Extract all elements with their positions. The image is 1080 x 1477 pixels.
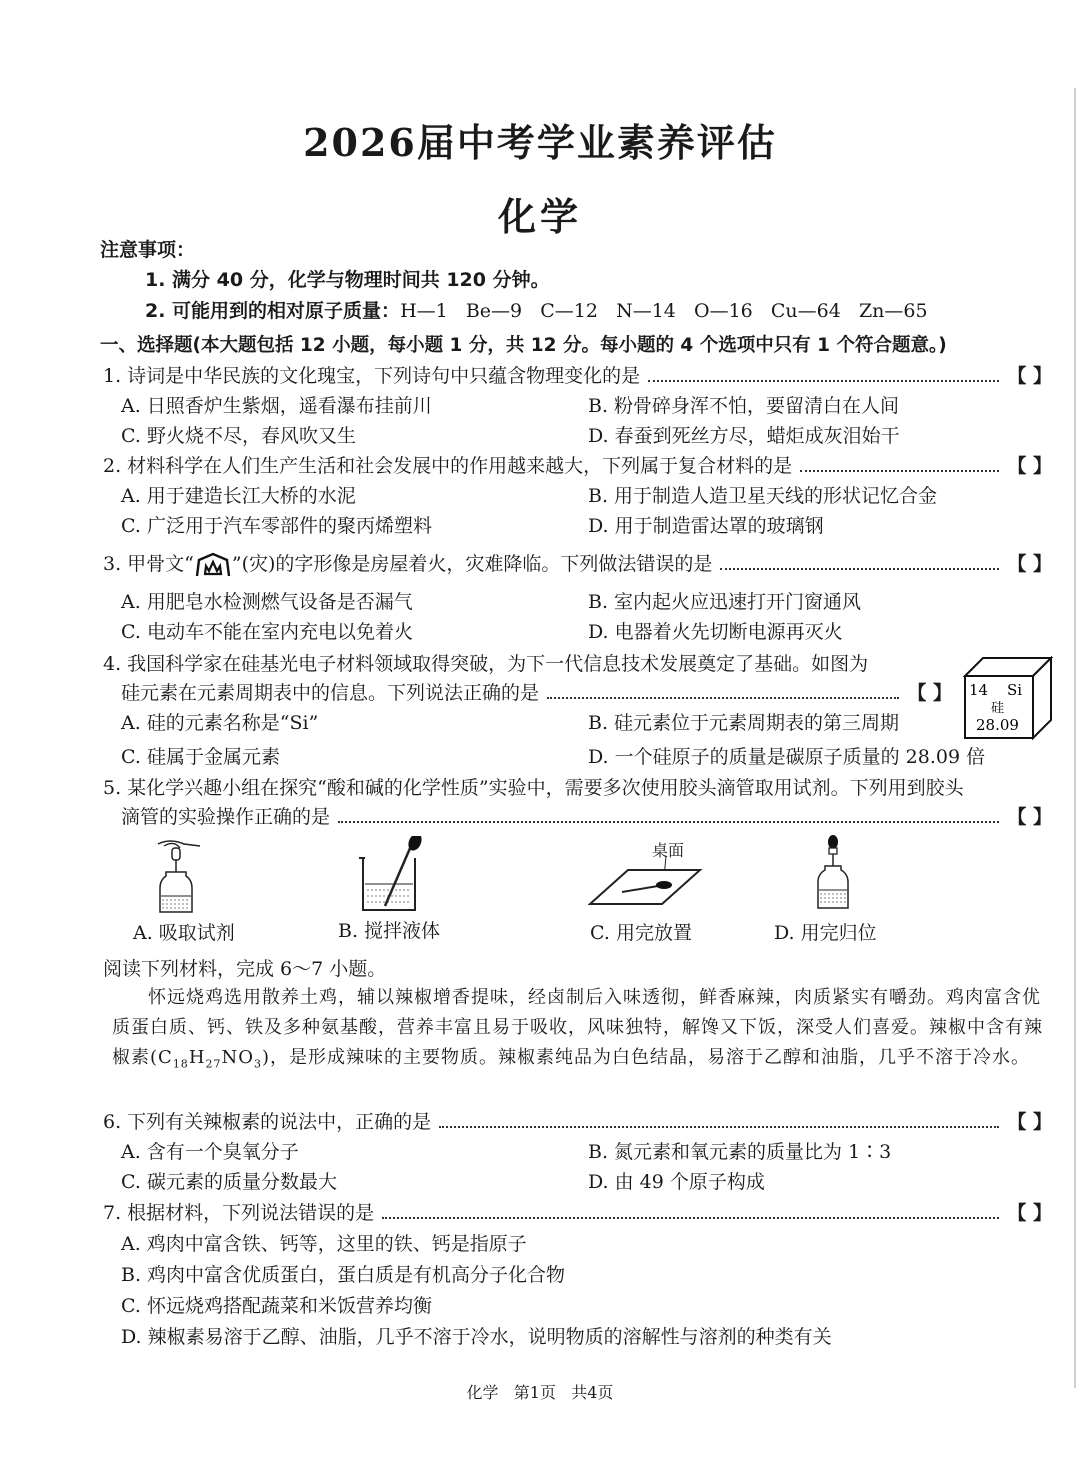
question-5-stem-line-2: [121, 805, 1052, 829]
notice-item-2: [145, 299, 928, 323]
q6-option-d: D. 由 49 个原子构成: [588, 1171, 765, 1193]
leader-dots: [338, 820, 999, 823]
question-1-stem: [103, 364, 1052, 388]
element-number: 14: [969, 681, 989, 699]
question-4-stem-line-2: [121, 681, 952, 705]
q2-option-c: C. 广泛用于汽车零部件的聚丙烯塑料: [121, 515, 432, 537]
leader-dots: [382, 1216, 999, 1219]
section-1-heading: 一、选择题(本大题包括 12 小题，每小题 1 分，共 12 分。每小题的 4 个选项中只有 1 个符合题意。): [100, 335, 947, 356]
q3-option-b: B. 室内起火应迅速打开门窗通风: [588, 591, 862, 613]
dropper-returned-figure: [808, 834, 858, 914]
q5-option-a: A. 吸取试剂: [133, 922, 235, 944]
atomic-masses: H—1 Be—9 C—12 N—14 O—16 Cu—64 Zn—65: [400, 300, 928, 322]
answer-bracket: 【 】: [1007, 553, 1052, 575]
question-3-text-post: ”(灾)的字形像是房屋着火，灾难降临。下列做法错误的是: [231, 553, 713, 575]
leader-dots: [720, 567, 999, 570]
q2-option-b: B. 用于制造人造卫星天线的形状记忆合金: [588, 485, 938, 507]
q1-option-c: C. 野火烧不尽，春风吹又生: [121, 425, 356, 447]
leader-dots: [800, 469, 999, 472]
dropper-drawing-reagent-figure: [150, 836, 220, 916]
page-footer: 化学 第1页 共4页: [466, 1383, 614, 1402]
dropper-on-desk-figure: [588, 856, 708, 916]
q3-option-a: A. 用肥皂水检测燃气设备是否漏气: [121, 591, 413, 613]
question-1-text: 1. 诗词是中华民族的文化瑰宝，下列诗句中只蕴含物理变化的是: [103, 365, 641, 387]
notice-heading: 注意事项：: [100, 239, 196, 261]
leader-dots: [648, 379, 999, 382]
question-3-text-pre: 3. 甲骨文“: [103, 553, 194, 575]
reading-passage-tail: )，是形成辣味的主要物质。辣椒素纯品为白色结晶，易溶于乙醇和油脂，几乎不溶于冷水。: [262, 1047, 1031, 1068]
question-2-stem: [103, 454, 1052, 478]
question-4-stem-line-1: 4. 我国科学家在硅基光电子材料领域取得突破，为下一代信息技术发展奠定了基础。如图为: [103, 653, 869, 675]
answer-bracket: 【 】: [1007, 1111, 1052, 1133]
q6-option-a: A. 含有一个臭氧分子: [121, 1141, 299, 1163]
q7-option-b: B. 鸡肉中富含优质蛋白，蛋白质是有机高分子化合物: [121, 1264, 566, 1286]
reading-passage: [112, 983, 1052, 1080]
q4-option-a: A. 硅的元素名称是“Si”: [121, 712, 319, 734]
q1-option-b: B. 粉骨碎身浑不怕，要留清白在人间: [588, 395, 900, 417]
question-7-stem: [103, 1201, 1052, 1225]
q3-option-c: C. 电动车不能在室内充电以免着火: [121, 621, 413, 643]
answer-bracket: 【 】: [1007, 365, 1052, 387]
reading-passage-text: 怀远烧鸡选用散养土鸡，辅以辣椒增香提味，经卤制后入味透彻，鲜香麻辣，肉质紧实有嚼劲。鸡肉富含优质蛋白质、钙、铁及多种氨基酸，营养丰富且易于吸收，风味独特，解馋又下饭，深受人们喜爱。辣椒中含有辣椒素(: [112, 987, 1043, 1068]
element-symbol: Si: [1007, 681, 1023, 699]
q4-option-c: C. 硅属于金属元素: [121, 746, 280, 768]
q4-option-d: D. 一个硅原子的质量是碳原子质量的 28.09 倍: [588, 746, 986, 768]
q5-option-d: D. 用完归位: [774, 922, 877, 944]
q2-option-d: D. 用于制造雷达罩的玻璃钢: [588, 515, 824, 537]
capsaicin-formula: $C_{18}H_{27}NO_3$: [158, 1047, 263, 1071]
reading-intro: 阅读下列材料，完成 6～7 小题。: [103, 958, 387, 980]
page-edge-shadow: [1074, 88, 1076, 1388]
q2-option-a: A. 用于建造长江大桥的水泥: [121, 485, 356, 507]
question-6-stem: [103, 1110, 1052, 1134]
leader-dots: [547, 696, 899, 699]
silicon-periodic-cell: [963, 650, 1053, 740]
question-7-text: 7. 根据材料，下列说法错误的是: [103, 1202, 375, 1224]
answer-bracket: 【 】: [1007, 455, 1052, 477]
question-6-text: 6. 下列有关辣椒素的说法中，正确的是: [103, 1111, 432, 1133]
q7-option-d: D. 辣椒素易溶于乙醇、油脂，几乎不溶于冷水，说明物质的溶解性与溶剂的种类有关: [121, 1326, 832, 1348]
notice-item-2-label: 2. 可能用到的相对原子质量：: [145, 300, 401, 322]
q6-option-c: C. 碳元素的质量分数最大: [121, 1171, 337, 1193]
element-mass: 28.09: [976, 716, 1019, 734]
q1-option-d: D. 春蚕到死丝方尽，蜡炬成灰泪始干: [588, 425, 900, 447]
subject-title: 化学: [497, 194, 582, 239]
q3-option-d: D. 电器着火先切断电源再灭火: [588, 621, 843, 643]
question-3-text: [103, 552, 712, 578]
q4-option-b: B. 硅元素位于元素周期表的第三周期: [588, 712, 900, 734]
desk-label: 桌面: [652, 841, 685, 860]
q5-option-c: C. 用完放置: [590, 922, 692, 944]
answer-bracket: 【 】: [907, 682, 952, 704]
q7-option-a: A. 鸡肉中富含铁、钙等，这里的铁、钙是指原子: [121, 1233, 527, 1255]
notice-item-1: 1. 满分 40 分，化学与物理时间共 120 分钟。: [145, 269, 550, 291]
question-2-text: 2. 材料科学在人们生产生活和社会发展中的作用越来越大，下列属于复合材料的是: [103, 455, 793, 477]
q1-option-a: A. 日照香炉生紫烟，遥看瀑布挂前川: [121, 395, 432, 417]
question-5-stem-line-1: 5. 某化学兴趣小组在探究“酸和碱的化学性质”实验中，需要多次使用胶头滴管取用试剂。下列用到胶头: [103, 777, 964, 799]
answer-bracket: 【 】: [1007, 1202, 1052, 1224]
q7-option-c: C. 怀远烧鸡搭配蔬菜和米饭营养均衡: [121, 1295, 432, 1317]
exam-title: 2026届中考学业素养评估: [303, 120, 777, 165]
oracle-bone-fire-glyph-icon: [194, 552, 232, 578]
question-3-stem: [103, 552, 1052, 578]
leader-dots: [439, 1125, 999, 1128]
question-4-text: 硅元素在元素周期表中的信息。下列说法正确的是: [121, 682, 540, 704]
q6-option-b: B. 氮元素和氧元素的质量比为 1∶3: [588, 1141, 892, 1163]
element-name: 硅: [991, 701, 1005, 716]
question-5-text: 滴管的实验操作正确的是: [121, 806, 331, 828]
dropper-stirring-figure: [355, 836, 445, 916]
answer-bracket: 【 】: [1007, 806, 1052, 828]
q5-option-b: B. 搅拌液体: [338, 920, 441, 942]
